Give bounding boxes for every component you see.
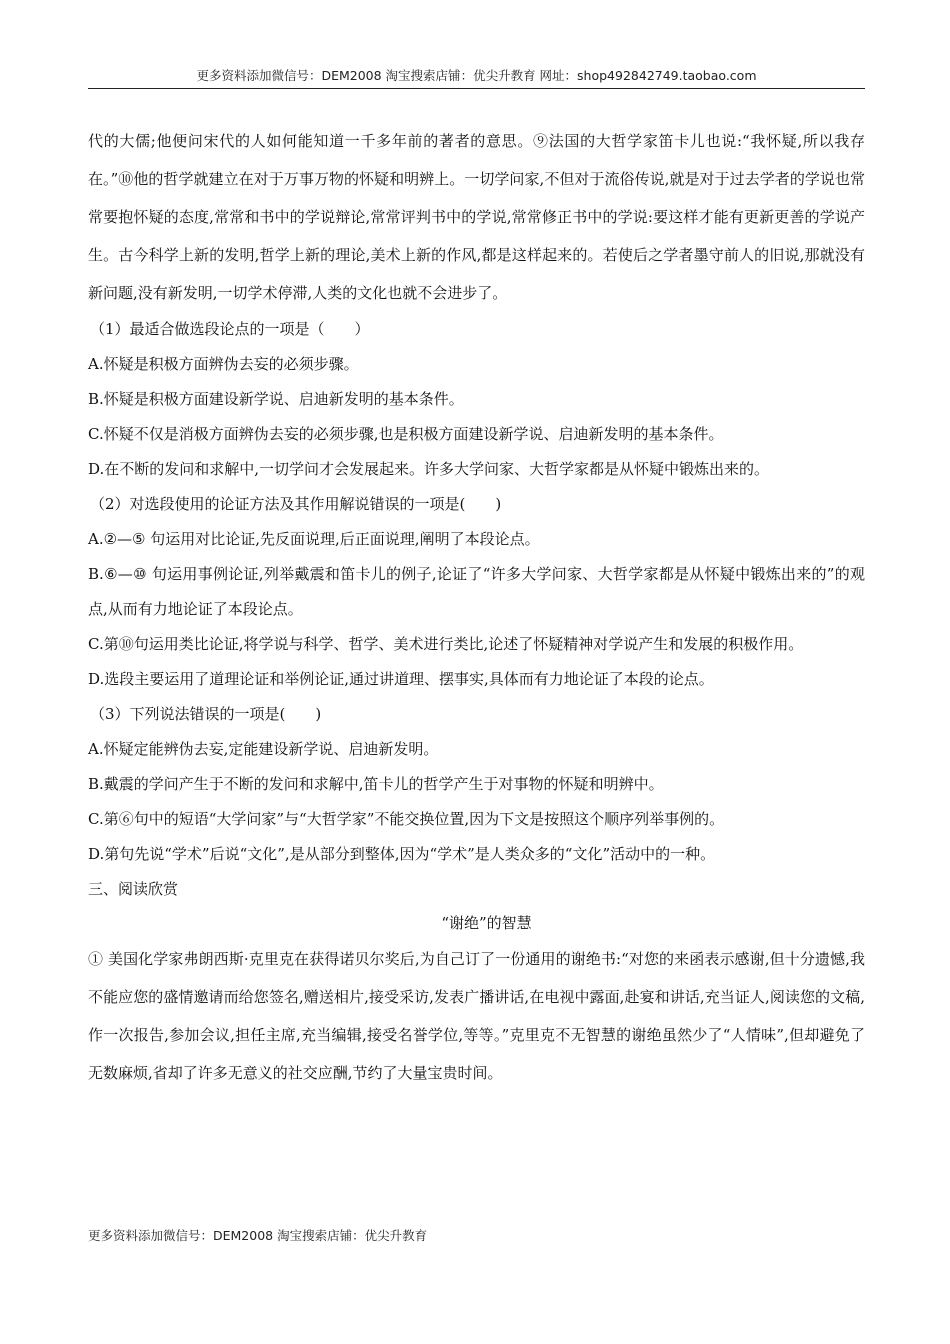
question-3 [88, 697, 865, 872]
question-stem: （2）对选段使用的论证方法及其作用解说错误的一项是( ) [90, 495, 502, 513]
option-d: D.在不断的发问和求解中,一切学问才会发展起来。许多大学问家、大哲学家都是从怀疑中锻炼出来的。 [88, 460, 770, 478]
page-footer [88, 1226, 427, 1246]
option-d: D.第句先说“学术”后说“文化”,是从部分到整体,因为“学术”是人类众多的“文化”活动中的一种。 [88, 845, 716, 863]
option-d: D.选段主要运用了道理论证和举例论证,通过讲道理、摆事实,具体而有力地论证了本段的论点。 [88, 670, 714, 688]
option-a: A.怀疑是积极方面辨伪去妄的必须步骤。 [88, 355, 359, 373]
header-text: 更多资料添加微信号：DEM2008 淘宝搜索店铺：优尖升教育 网址：shop492842749.taobao.com [196, 68, 757, 83]
question-1 [88, 312, 865, 487]
document-body [88, 122, 865, 1092]
option-c: C.怀疑不仅是消极方面辨伪去妄的必须步骤,也是积极方面建设新学说、启迪新发明的基本条件。 [88, 425, 724, 443]
option-c: C.第⑥句中的短语“大学问家”与“大哲学家”不能交换位置,因为下文是按照这个顺序列举事例的。 [88, 810, 725, 828]
article-title: “谢绝”的智慧 [441, 914, 532, 932]
question-2 [88, 487, 865, 697]
section-title: 三、阅读欣赏 [88, 880, 179, 898]
question-stem: （1）最适合做选段论点的一项是（ ） [90, 320, 370, 338]
article-paragraph: ① 美国化学家弗朗西斯·克里克在获得诺贝尔奖后,为自己订了一份通用的谢绝书:“对您的来函表示感谢,但十分遗憾,我不能应您的盛情邀请而给您签名,赠送相片,接受采访,发表广播讲话,在电视中露面,赴宴和讲话,充当证人,阅读您的文稿,作一次报告,参加会议,担任主席,充当编辑,接受名誉学位,等等。”克里克不无智慧的谢绝虽然少了“人情味”,但却避免了无数麻烦,省却了许多无意义的社交应酬,节约了大量宝贵时间。 [88, 950, 865, 1082]
option-b: B.怀疑是积极方面建设新学说、启迪新发明的基本条件。 [88, 390, 464, 408]
footer-text: 更多资料添加微信号：DEM2008 淘宝搜索店铺：优尖升教育 [88, 1228, 428, 1243]
option-b: B.⑥—⑩ 句运用事例论证,列举戴震和笛卡儿的例子,论证了“许多大学问家、大哲学家都是从怀疑中锻炼出来的”的观点,从而有力地论证了本段论点。 [88, 565, 865, 618]
option-c: C.第⑩句运用类比论证,将学说与科学、哲学、美术进行类比,论述了怀疑精神对学说产生和发展的积极作用。 [88, 635, 804, 653]
option-a: A.②—⑤ 句运用对比论证,先反面说理,后正面说理,阐明了本段论点。 [88, 530, 540, 548]
passage-paragraph: 代的大儒;他便问宋代的人如何能知道一千多年前的著者的意思。⑨法国的大哲学家笛卡儿也说:“我怀疑,所以我存在。”⑩他的哲学就建立在对于万事万物的怀疑和明辨上。一切学问家,不但对于流俗传说,就是对于过去学者的学说也常常要抱怀疑的态度,常常和书中的学说辩论,常常评判书中的学说,常常修正书中的学说:要这样才能有更新更善的学说产生。古今科学上新的发明,哲学上新的理论,美术上新的作风,都是这样起来的。若使后之学者墨守前人的旧说,那就没有新问题,没有新发明,一切学术停滞,人类的文化也就不会进步了。 [88, 132, 865, 302]
option-b: B.戴震的学问产生于不断的发问和求解中,笛卡儿的哲学产生于对事物的怀疑和明辨中。 [88, 775, 664, 793]
question-stem: （3）下列说法错误的一项是( ) [90, 705, 322, 723]
page-header [88, 66, 865, 89]
option-a: A.怀疑定能辨伪去妄,定能建设新学说、启迪新发明。 [88, 740, 439, 758]
